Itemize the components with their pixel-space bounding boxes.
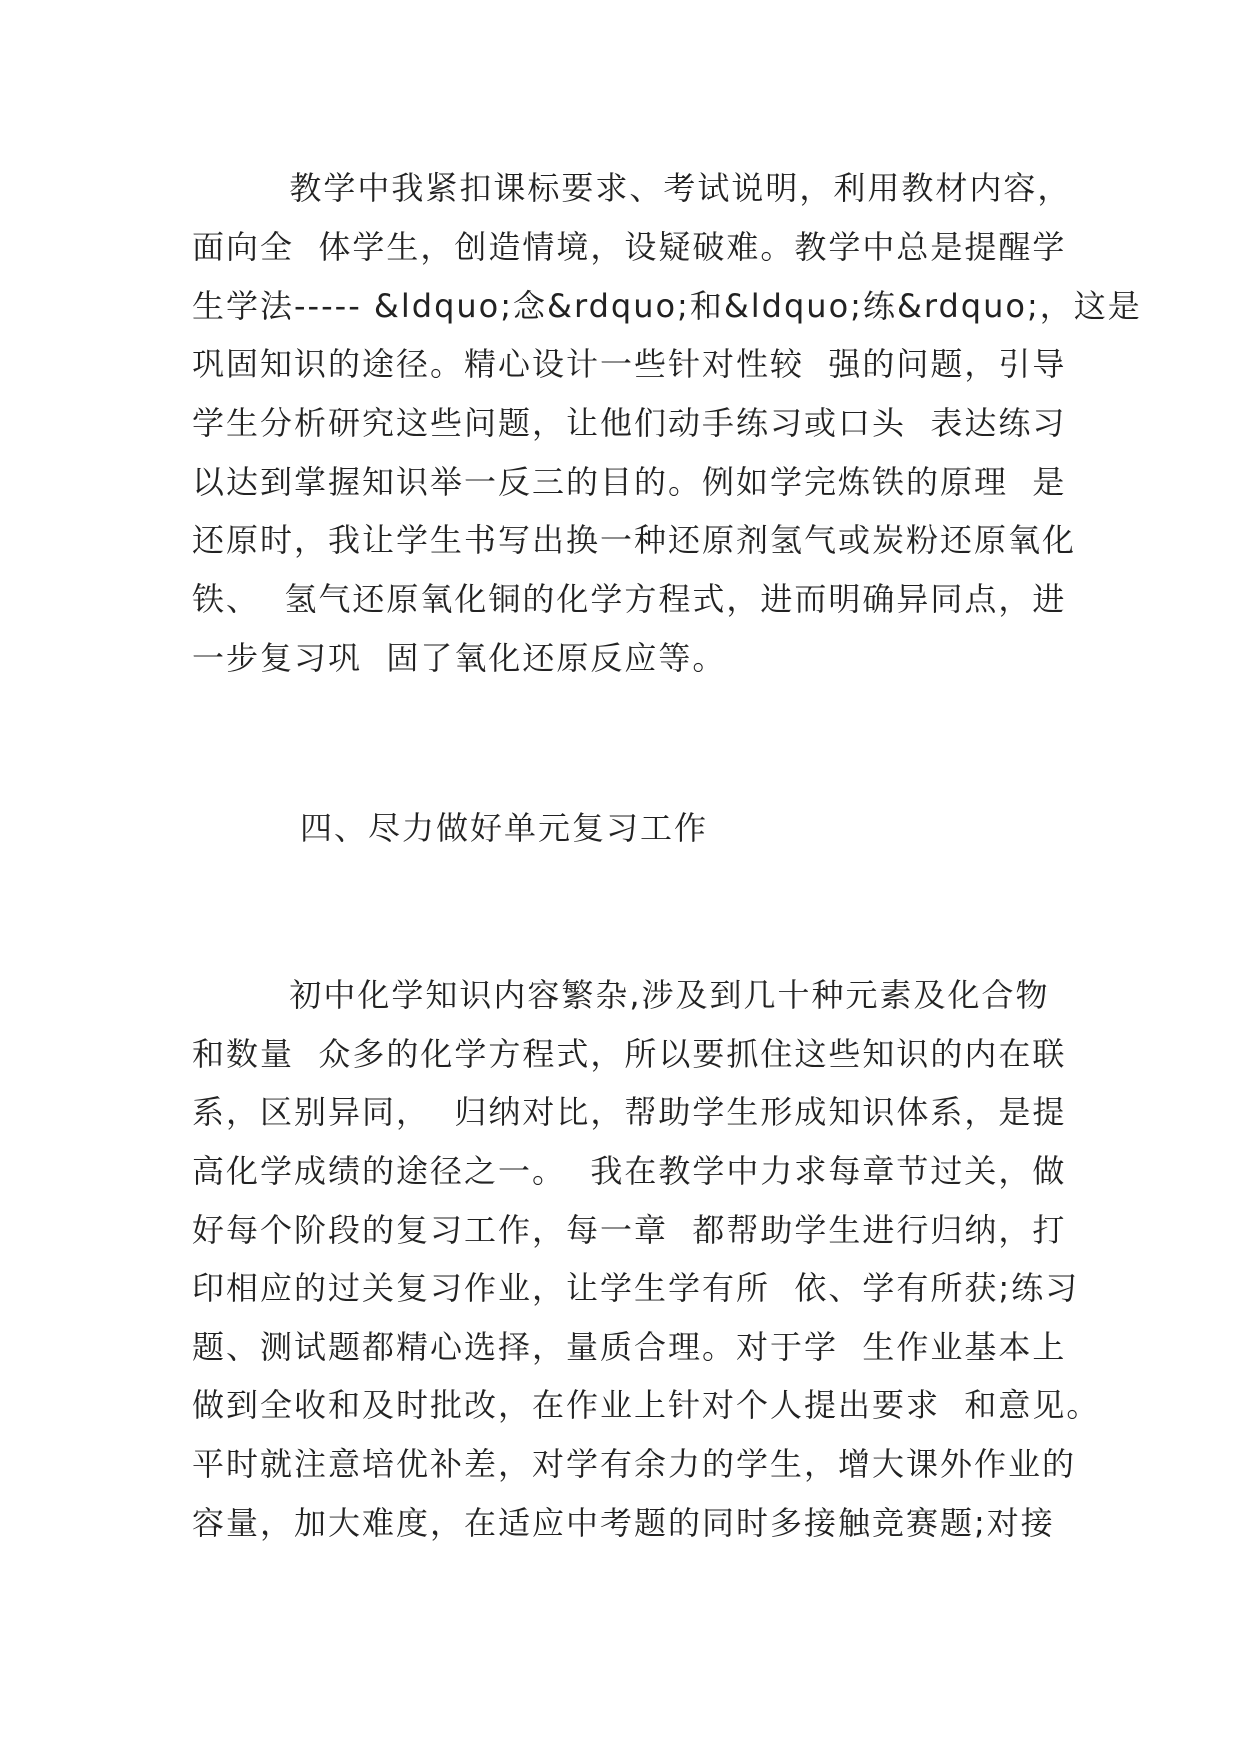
paragraph-line: 一步复习巩 固了氧化还原反应等。	[192, 639, 727, 677]
paragraph-line: 做到全收和及时批改，在作业上针对个人提出要求 和意见。	[192, 1386, 1101, 1424]
paragraph-line: 高化学成绩的途径之一。 我在教学中力求每章节过关，做	[192, 1152, 1067, 1190]
paragraph-line: 以达到掌握知识举一反三的目的。例如学完炼铁的原理 是	[192, 463, 1067, 501]
paragraph-line: 巩固知识的途径。精心设计一些针对性较 强的问题，引导	[192, 345, 1067, 383]
paragraph-line: 面向全 体学生，创造情境，设疑破难。教学中总是提醒学	[192, 228, 1067, 266]
paragraph-line: 好每个阶段的复习工作，每一章 都帮助学生进行归纳，打	[192, 1211, 1067, 1249]
paragraph-line: 初中化学知识内容繁杂,涉及到几十种元素及化合物	[192, 976, 1050, 1014]
section-heading: 四、尽力做好单元复习工作	[300, 809, 709, 847]
paragraph-line: 教学中我紧扣课标要求、考试说明，利用教材内容，	[192, 169, 1072, 207]
paragraph-line: 生学法----- &ldquo;念&rdquo;和&ldquo;练&rdquo;，这是	[192, 287, 1142, 325]
paragraph-line: 还原时，我让学生书写出换一种还原剂氢气或炭粉还原氧化	[192, 521, 1077, 559]
paragraph-line: 平时就注意培优补差，对学有余力的学生，增大课外作业的	[192, 1445, 1077, 1483]
paragraph-line: 容量，加大难度，在适应中考题的同时多接触竞赛题;对接	[192, 1504, 1055, 1542]
paragraph-line: 题、测试题都精心选择，量质合理。对于学 生作业基本上	[192, 1328, 1067, 1366]
paragraph-line: 和数量 众多的化学方程式，所以要抓住这些知识的内在联	[192, 1035, 1067, 1073]
paragraph-line: 铁、 氢气还原氧化铜的化学方程式，进而明确异同点，进	[192, 580, 1067, 618]
paragraph-line: 学生分析研究这些问题，让他们动手练习或口头 表达练习	[192, 404, 1067, 442]
paragraph-line: 系，区别异同， 归纳对比，帮助学生形成知识体系，是提	[192, 1093, 1067, 1131]
paragraph-line: 印相应的过关复习作业，让学生学有所 依、学有所获;练习	[192, 1269, 1080, 1307]
